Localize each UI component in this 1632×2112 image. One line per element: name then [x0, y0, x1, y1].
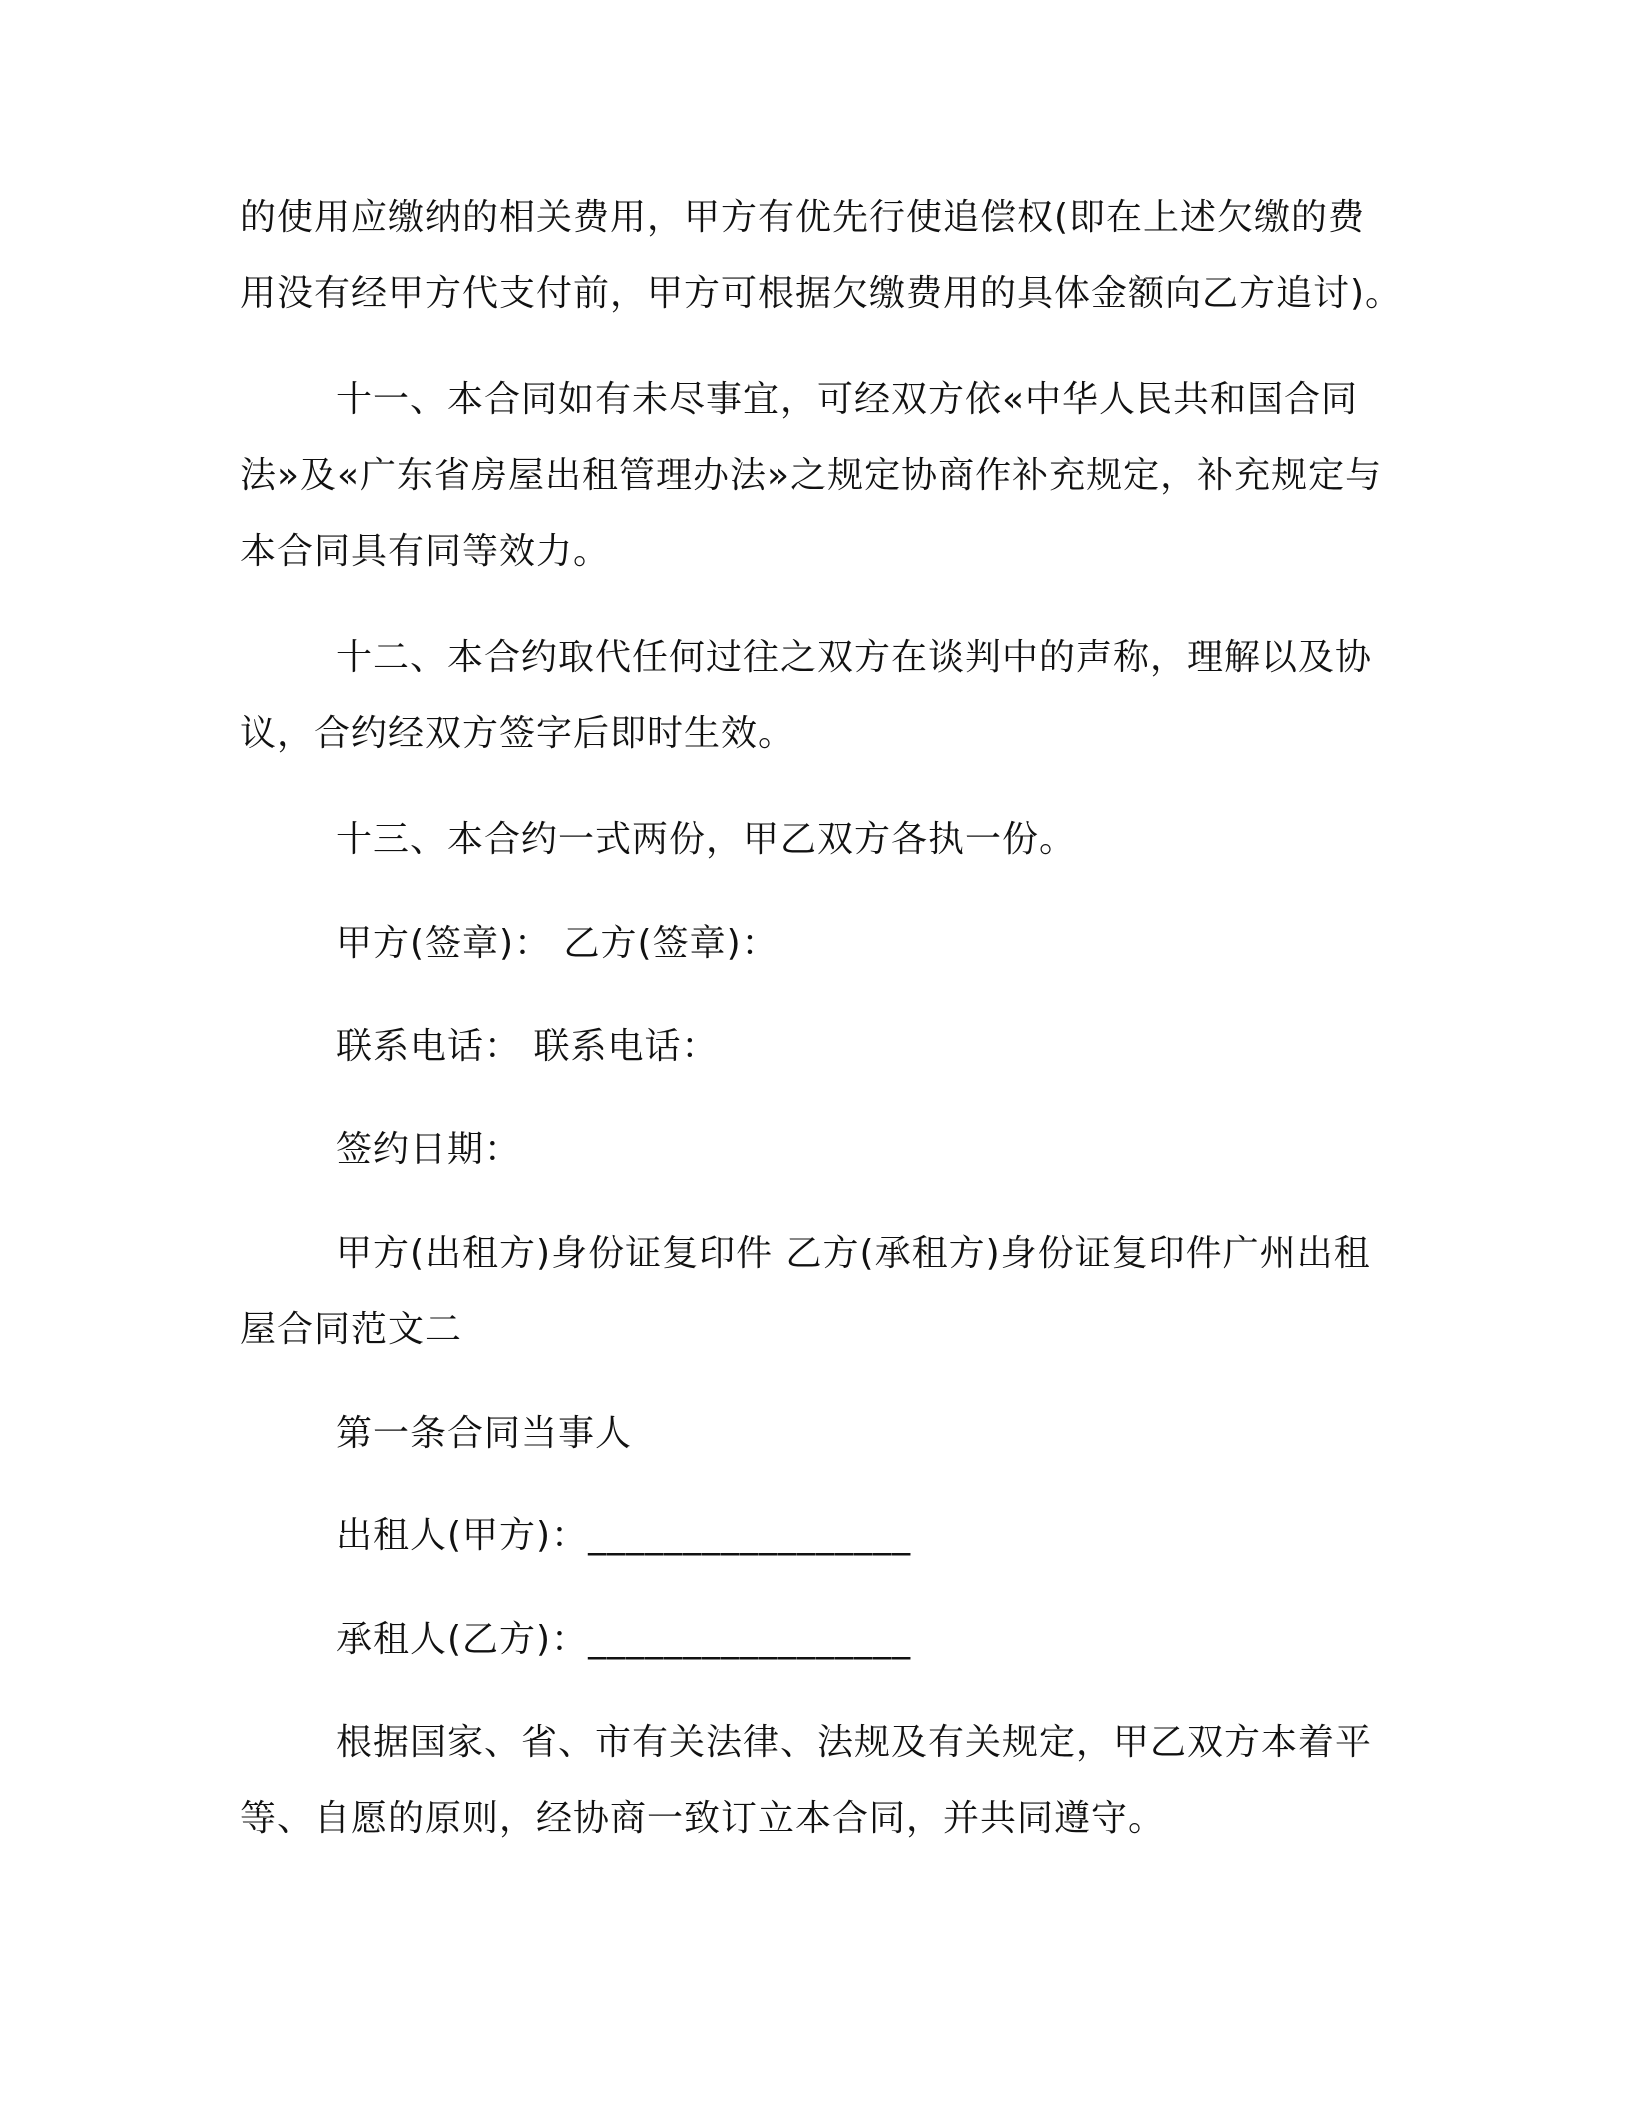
text-line: 十二、本合约取代任何过往之双方在谈判中的声称，理解以及协	[336, 637, 1373, 678]
text-line: 用没有经甲方代支付前，甲方可根据欠缴费用的具体金额向乙方追讨)。	[240, 273, 1403, 314]
text-line: 的使用应缴纳的相关费用，甲方有优先行使追偿权(即在上述欠缴的费	[240, 197, 1366, 238]
text-line: 甲方(出租方)身份证复印件 乙方(承租方)身份证复印件广州出租	[336, 1233, 1371, 1274]
paragraph-clause-11	[240, 362, 1390, 590]
text-line: 出租人(甲方)：_________________	[336, 1515, 912, 1556]
signing-date-line	[240, 1112, 1390, 1188]
text-line: 联系电话： 联系电话：	[336, 1026, 719, 1067]
text-line: 第一条合同当事人	[336, 1413, 633, 1454]
paragraph-fee-recovery	[240, 180, 1403, 332]
text-line: 甲方(签章)： 乙方(签章)：	[336, 923, 779, 964]
lessor-field-line	[240, 1498, 1390, 1574]
text-line: 屋合同范文二	[240, 1309, 463, 1350]
text-line: 十一、本合同如有未尽事宜，可经双方依«中华人民共和国合同	[336, 379, 1359, 420]
signature-line	[240, 906, 1390, 982]
lessee-field-line	[240, 1602, 1390, 1678]
text-line: 本合同具有同等效力。	[240, 531, 611, 572]
paragraph-id-copies	[240, 1216, 1390, 1368]
text-line: 十三、本合约一式两份，甲乙双方各执一份。	[336, 819, 1077, 860]
paragraph-legal-basis	[240, 1705, 1390, 1857]
paragraph-clause-12	[240, 620, 1390, 772]
text-line: 法»及«广东省房屋出租管理办法»之规定协商作补充规定，补充规定与	[240, 455, 1383, 496]
section-heading-parties	[240, 1396, 1390, 1472]
text-line: 议，合约经双方签字后即时生效。	[240, 713, 796, 754]
paragraph-clause-13	[240, 802, 1390, 878]
text-line: 承租人(乙方)：_________________	[336, 1619, 912, 1660]
text-line: 签约日期：	[336, 1129, 522, 1170]
text-line: 等、自愿的原则，经协商一致订立本合同，并共同遵守。	[240, 1798, 1166, 1839]
text-line: 根据国家、省、市有关法律、法规及有关规定，甲乙双方本着平	[336, 1722, 1373, 1763]
contact-phone-line	[240, 1009, 1390, 1085]
